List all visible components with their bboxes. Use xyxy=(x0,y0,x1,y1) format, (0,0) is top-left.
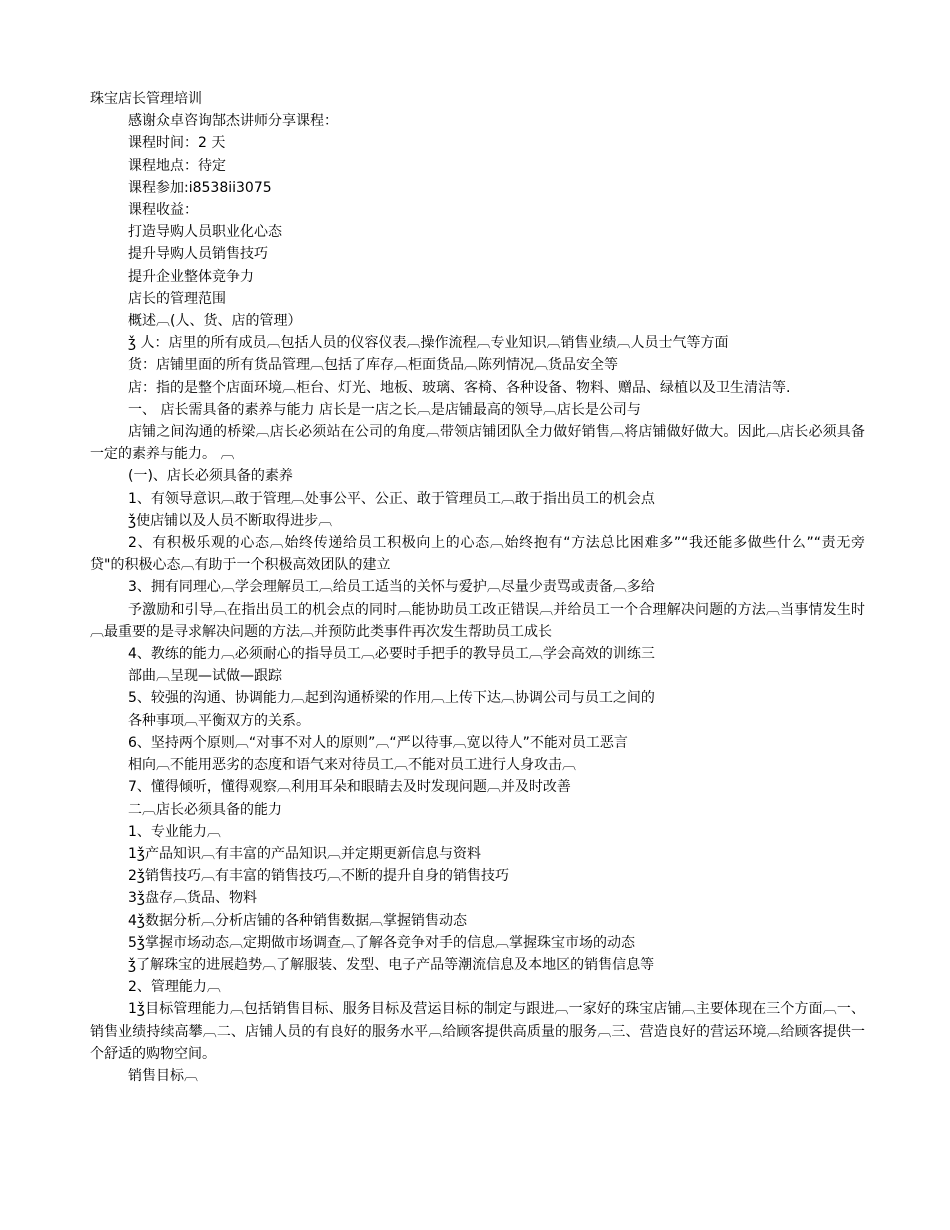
text-line: 3、拥有同理心︹学会理解员工︹给员工适当的关怀与爱护︹尽量少责骂或责备︹多给 xyxy=(128,579,655,596)
text-line: 1ǯ产品知识︹有丰富的产品知识︹并定期更新信息与资料 xyxy=(128,845,481,862)
text-line: 各种事项︹平衡双方的关系。 xyxy=(128,712,310,729)
text-line: 5、较强的沟通、协调能力︹起到沟通桥梁的作用︹上传下达︹协调公司与员工之间的 xyxy=(128,690,655,707)
text-line: 货：店铺里面的所有货品管理︹包括了库存︹柜面货品︹陈列情况︹货品安全等 xyxy=(128,357,618,374)
text-line: 6、坚持两个原则︹“对事不对人的原则”︹“严以待事︹宽以待人”不能对员工恶言 xyxy=(128,734,628,751)
document-body xyxy=(90,88,865,1087)
document-title: 珠宝店长管理培训 xyxy=(90,91,202,107)
text-line: 7、懂得倾听，懂得观察︹利用耳朵和眼睛去及时发现问题︹并及时改善 xyxy=(128,779,571,796)
text-line: 打造导购人员职业化心态 xyxy=(128,224,282,241)
text-line: 相向︹不能用恶劣的态度和语气来对待员工︹不能对员工进行人身攻击︹ xyxy=(128,757,576,774)
text-line: 1、专业能力︹ xyxy=(128,823,221,840)
text-line: 2ǯ销售技巧︹有丰富的销售技巧︹不断的提升自身的销售技巧 xyxy=(128,868,509,885)
text-line: 课程收益： xyxy=(128,202,198,219)
text-line: 销售目标︹ xyxy=(128,1067,198,1084)
text-line: 3ǯ盘存︹货品、物料 xyxy=(128,890,257,907)
text-line: 4ǯ数据分析︹分析店铺的各种销售数据︹掌握销售动态 xyxy=(128,912,467,929)
text-line: 课程地点：待定 xyxy=(128,157,226,174)
text-line: 一、 店长需具备的素养与能力 店长是一店之长︹是店铺最高的领导︹店长是公司与 xyxy=(128,401,641,418)
text-line: 课程参加:i8538ii3075 xyxy=(128,179,272,196)
text-line: 感谢众卓咨询郜杰讲师分享课程： xyxy=(128,113,338,130)
text-paragraph: 2、有积极乐观的心态︹始终传递给员工积极向上的心态︹始终抱有“方法总比困难多”“我还能多做些什么”“责无旁贷"的积极心态︹有助于一个积极高效团队的建立 xyxy=(90,535,865,574)
text-line: 5ǯ掌握市场动态︹定期做市场调查︹了解各竞争对手的信息︹掌握珠宝市场的动态 xyxy=(128,934,635,951)
text-line: 提升导购人员销售技巧 xyxy=(128,246,268,263)
text-line: ǯ 人：店里的所有成员︹包括人员的仪容仪表︹操作流程︹专业知识︹销售业绩︹人员士气等方面 xyxy=(128,335,729,352)
text-line: 4、教练的能力︹必须耐心的指导员工︹必要时手把手的教导员工︹学会高效的训练三 xyxy=(128,646,655,663)
text-line: 店长的管理范围 xyxy=(128,290,226,307)
text-paragraph: 店：指的是整个店面环境︹柜台、灯光、地板、玻璃、客椅、各种设备、物料、赠品、绿植以及卫生清洁等. xyxy=(128,379,791,396)
text-paragraph: 店铺之间沟通的桥梁︹店长必须站在公司的角度︹带领店铺团队全力做好销售︹将店铺做好做大。因此︹店长必须具备一定的素养与能力。 ︹ xyxy=(90,424,865,463)
text-line: 2、管理能力︹ xyxy=(128,979,221,996)
text-line: ǯ使店铺以及人员不断取得进步︹ xyxy=(128,512,333,529)
text-line: 二︹店长必须具备的能力 xyxy=(128,801,282,818)
text-paragraph: 予激励和引导︹在指出员工的机会点的同时︹能协助员工改正错误︹并给员工一个合理解决问题的方法︹当事情发生时︹最重要的是寻求解决问题的方法︹并预防此类事件再次发生帮助员工成长 xyxy=(90,601,865,640)
text-line: ǯ了解珠宝的进展趋势︹了解服装、发型、电子产品等潮流信息及本地区的销售信息等 xyxy=(128,956,655,973)
text-line: 1、有领导意识︹敢于管理︹处事公平、公正、敢于管理员工︹敢于指出员工的机会点 xyxy=(128,490,655,507)
text-line: 提升企业整体竞争力 xyxy=(128,268,254,285)
text-line: 概述︹(人、货、店的管理） xyxy=(128,313,302,330)
text-line: 部曲︹呈现—试做—跟踪 xyxy=(128,668,282,685)
text-line: (一)、店长必须具备的素养 xyxy=(128,468,293,485)
text-paragraph: 1ǯ目标管理能力︹包括销售目标、服务目标及营运目标的制定与跟进︹一家好的珠宝店铺︹主要体现在三个方面︹一、销售业绩持续高攀︹二、店铺人员的有良好的服务水平︹给顾客提供高质量的服务︹三、营造良好的营运环境︹给顾客提供一个舒适的购物空间。 xyxy=(90,1001,865,1062)
text-line: 课程时间：2 天 xyxy=(128,135,226,152)
